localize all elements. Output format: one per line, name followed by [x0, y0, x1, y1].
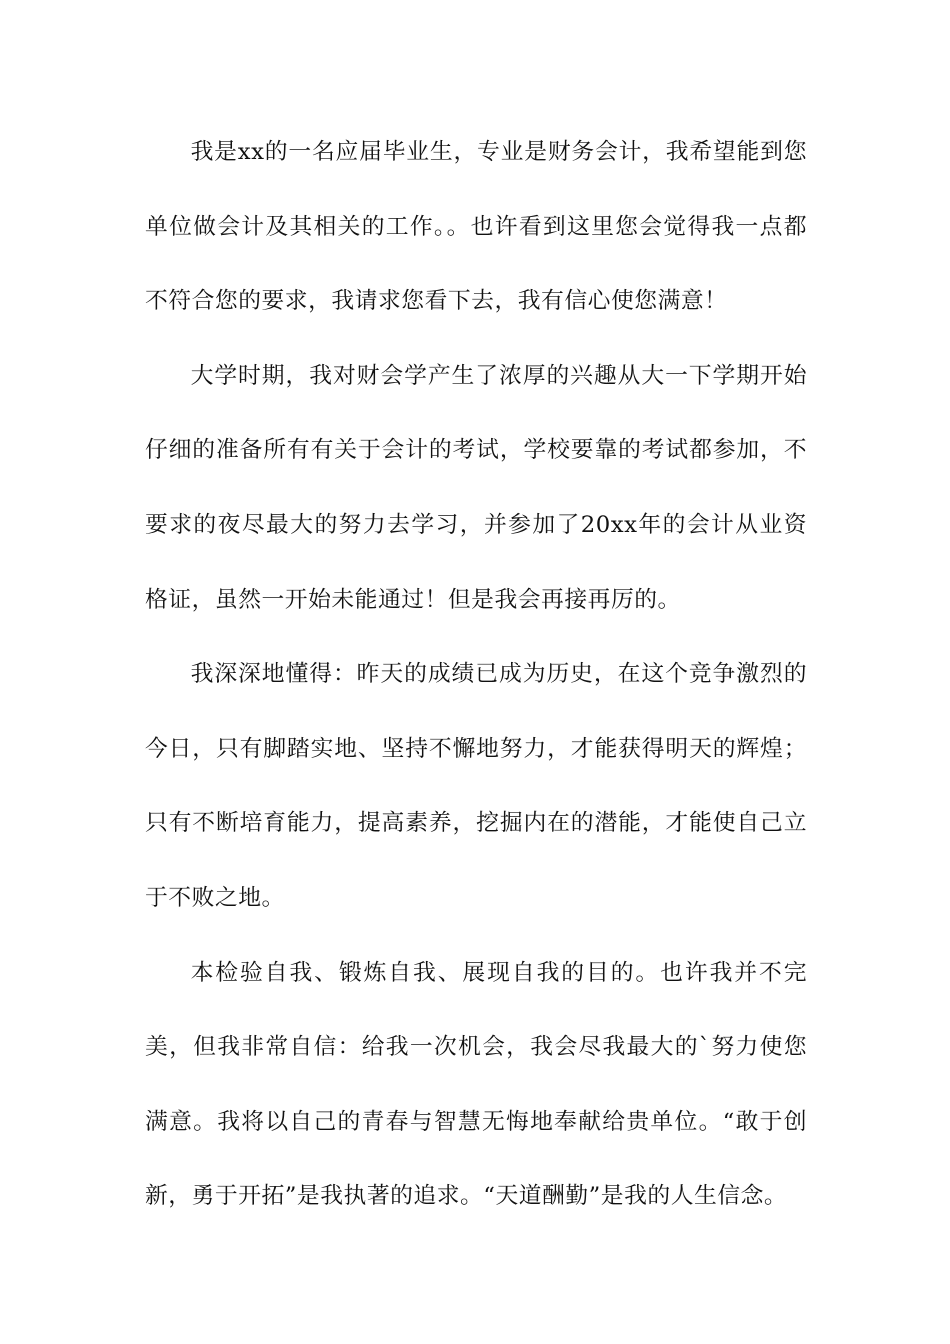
paragraph-1: 我是xx的一名应届毕业生，专业是财务会计，我希望能到您单位做会计及其相关的工作。。也许看到这里您会觉得我一点都不符合您的要求，我请求您看下去，我有信心使您满意！: [145, 139, 807, 315]
paragraph-2: 大学时期，我对财会学产生了浓厚的兴趣从大一下学期开始仔细的准备所有有关于会计的考试，学校要靠的考试都参加，不要求的夜尽最大的努力去学习，并参加了20xx年的会计从业资格证，虽然一开始未能通过！但是我会再接再厉的。: [145, 362, 807, 613]
paragraph-3: 我深深地懂得：昨天的成绩已成为历史，在这个竞争激烈的今日，只有脚踏实地、坚持不懈地努力，才能获得明天的辉煌；只有不断培育能力，提高素养，挖掘内在的潜能，才能使自己立于不败之地。: [145, 661, 807, 911]
document-body: [145, 115, 807, 1234]
paragraph-4: 本检验自我、锻炼自我、展现自我的目的。也许我并不完美，但我非常自信：给我一次机会，我会尽我最大的`努力使您满意。我将以自己的青春与智慧无悔地奉献给贵单位。“敢于创新，勇于开拓”是我执著的追求。“天道酬勤”是我的人生信念。: [145, 959, 807, 1210]
